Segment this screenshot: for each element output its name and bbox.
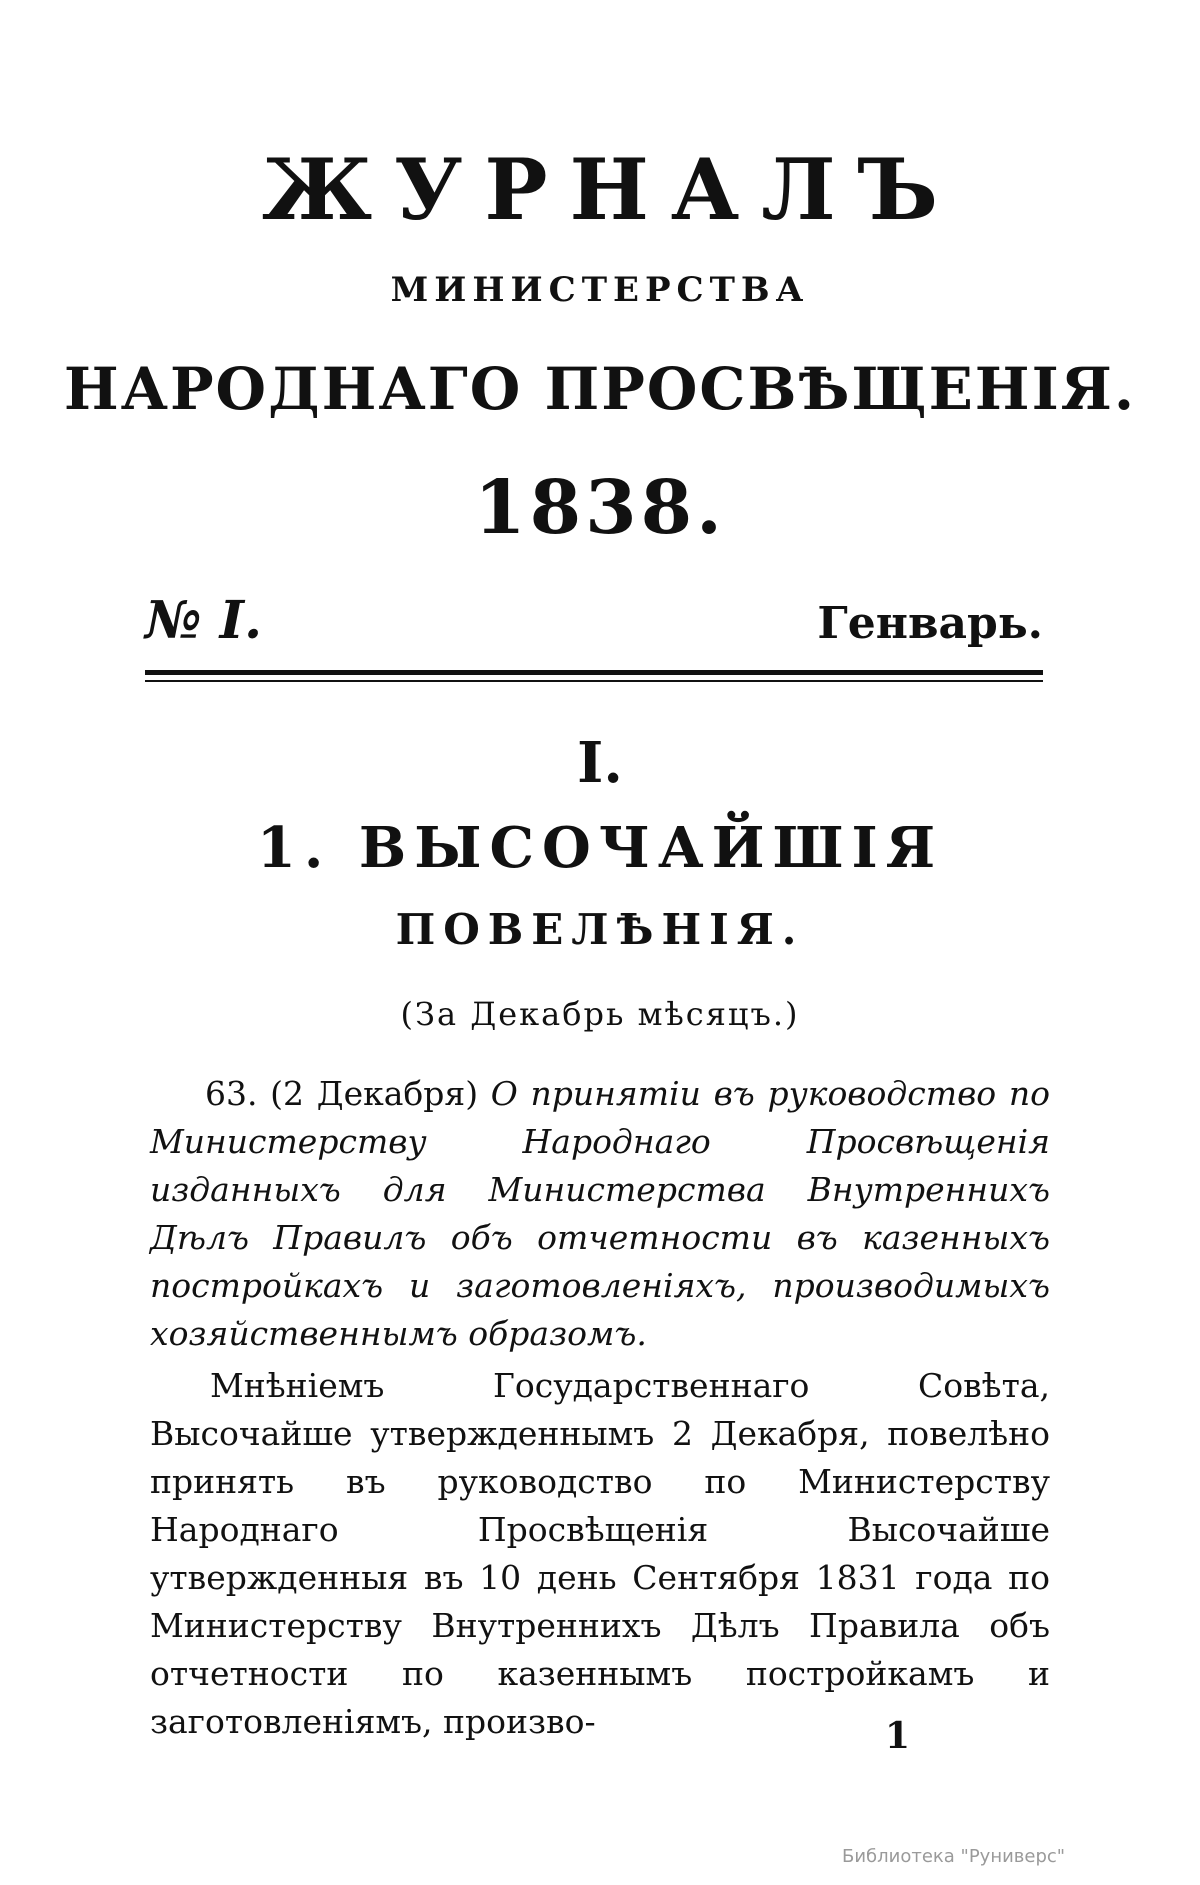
journal-title: ЖУРНАЛЪ (262, 140, 960, 239)
section-subheading: (За Декабрь мѣсяцъ.) (400, 995, 800, 1033)
issue-row (145, 590, 1043, 651)
decree-number-date: 63. (2 Декабря) (205, 1074, 479, 1113)
rule-thin (145, 680, 1043, 682)
section-heading-line2: ПОВЕЛѢНІЯ. (395, 905, 805, 954)
issue-month: Генварь. (817, 598, 1043, 649)
rule-thick (145, 670, 1043, 675)
issue-number: № I. (145, 590, 263, 651)
decree-title: О принятіи въ руководство по Министерству Народнаго Просвѣщенія изданныхъ для Министерства Внутреннихъ Дѣлъ Правилъ объ отчетности въ казенныхъ постройкахъ и заготовленіяхъ, производимыхъ хозяйственнымъ образомъ. (150, 1074, 1050, 1353)
section-number: I. (577, 730, 623, 796)
ministry-line: МИНИСТЕРСТВА (390, 270, 810, 310)
enlightenment-line: НАРОДНАГО ПРОСВѢЩЕНІЯ. (63, 355, 1137, 423)
double-rule-divider (145, 670, 1043, 686)
year: 1838. (474, 465, 726, 551)
library-credit: Библиотека "Руниверс" (842, 1846, 1066, 1867)
decree-paragraph (150, 1070, 1050, 1358)
decree-body-paragraph: Мнѣніемъ Государственнаго Совѣта, Высочайше утвержденнымъ 2 Декабря, повелѣно принять въ руководство по Министерству Народнаго Просвѣщенія Высочайше утвержденныя въ 10 день Сентября 1831 года по Министерству Внутреннихъ Дѣлъ Правила объ отчетности по казеннымъ постройкамъ и заготовленіямъ, произво- (150, 1366, 1050, 1741)
page-number: 1 (885, 1715, 911, 1757)
section-heading-line1: 1. ВЫСОЧАЙШІЯ (256, 815, 944, 881)
